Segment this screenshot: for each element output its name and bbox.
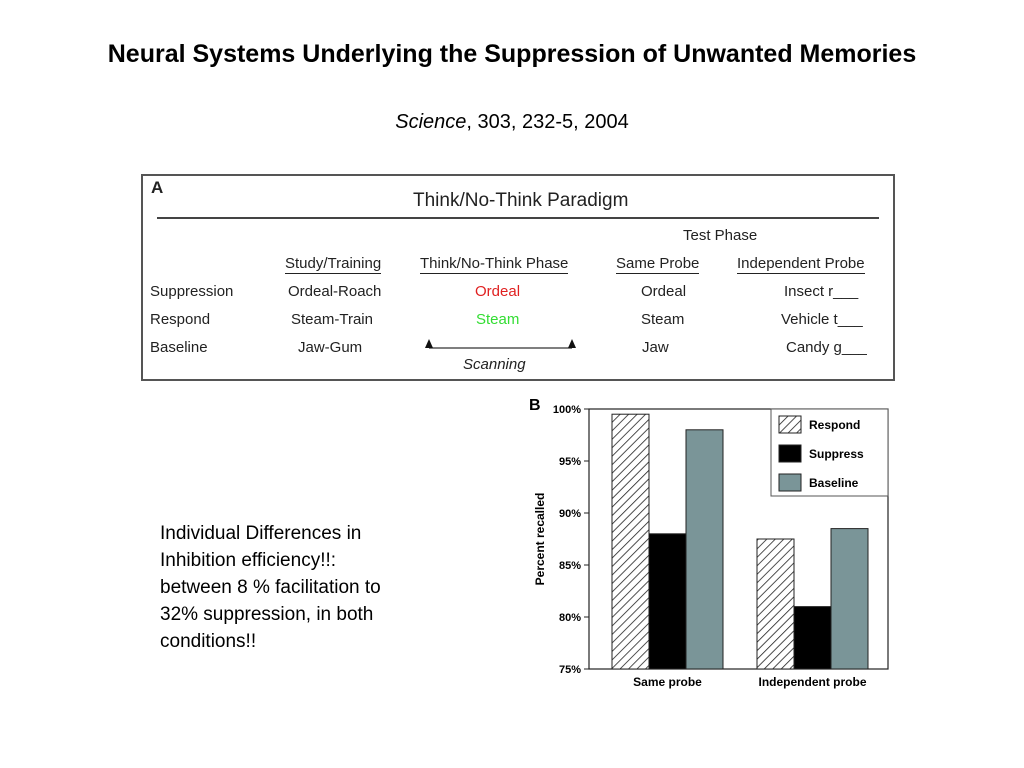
y-tick-label: 100% — [552, 404, 581, 416]
cell-study: Steam-Train — [291, 311, 373, 328]
legend-swatch-baseline — [779, 474, 801, 491]
slide-title: Neural Systems Underlying the Suppression of Unwanted Memories — [107, 40, 917, 68]
bar-respond — [612, 414, 649, 669]
title-rule — [157, 217, 879, 219]
x-category-label: Independent probe — [758, 675, 867, 689]
panel-a-letter: A — [151, 178, 164, 197]
citation-details: , 303, 232-5, 2004 — [466, 111, 629, 133]
legend-label: Baseline — [809, 476, 859, 490]
cell-same-probe: Ordeal — [641, 283, 687, 300]
y-tick-label: 90% — [558, 508, 581, 520]
panel-b-letter: B — [529, 397, 541, 414]
cell-think-red: Ordeal — [475, 283, 521, 300]
y-tick-label: 95% — [558, 456, 581, 468]
journal-name: Science — [395, 111, 467, 133]
cell-study: Jaw-Gum — [298, 339, 363, 356]
row-label-suppression: Suppression — [150, 283, 234, 300]
legend-label: Respond — [809, 418, 861, 432]
col-header-independent-probe: Independent Probe — [737, 255, 865, 272]
row-label-baseline: Baseline — [150, 339, 208, 356]
x-category-label: Same probe — [633, 675, 702, 689]
legend-swatch-respond — [779, 416, 801, 433]
cell-same-probe: Steam — [641, 311, 685, 328]
legend-label: Suppress — [809, 447, 864, 461]
legend-swatch-suppress — [779, 445, 801, 462]
citation — [100, 109, 924, 135]
row-label-respond: Respond — [150, 311, 211, 328]
bar-baseline — [831, 529, 868, 669]
scanning-label: Scanning — [463, 356, 526, 373]
bar-respond — [757, 539, 794, 669]
scanning-arrow — [423, 334, 578, 354]
test-phase-heading: Test Phase — [683, 227, 758, 244]
cell-independent-probe: Insect r___ — [784, 283, 859, 300]
y-tick-label: 75% — [558, 664, 581, 676]
cell-same-probe: Jaw — [642, 339, 669, 356]
think-no-think-table — [141, 174, 895, 381]
y-tick-label: 85% — [558, 560, 581, 572]
cell-think-green: Steam — [476, 311, 520, 328]
cell-study: Ordeal-Roach — [288, 283, 382, 300]
panel-a-title: Think/No-Think Paradigm — [413, 190, 629, 211]
y-axis-label: Percent recalled — [533, 492, 547, 586]
y-tick-label: 80% — [558, 612, 581, 624]
bar-baseline — [686, 430, 723, 669]
col-header-same-probe: Same Probe — [616, 255, 700, 272]
cell-independent-probe: Vehicle t___ — [781, 311, 863, 328]
recall-bar-chart — [525, 390, 900, 695]
cell-independent-probe: Candy g___ — [786, 339, 867, 356]
bar-suppress — [649, 534, 686, 669]
col-header-study: Study/Training — [285, 255, 382, 272]
side-note: Individual Differences in Inhibition efficiency!!: between 8 % facilitation to 32% suppression, in both conditions!! — [160, 523, 381, 652]
bar-suppress — [794, 607, 831, 669]
col-header-think: Think/No-Think Phase — [420, 255, 569, 272]
